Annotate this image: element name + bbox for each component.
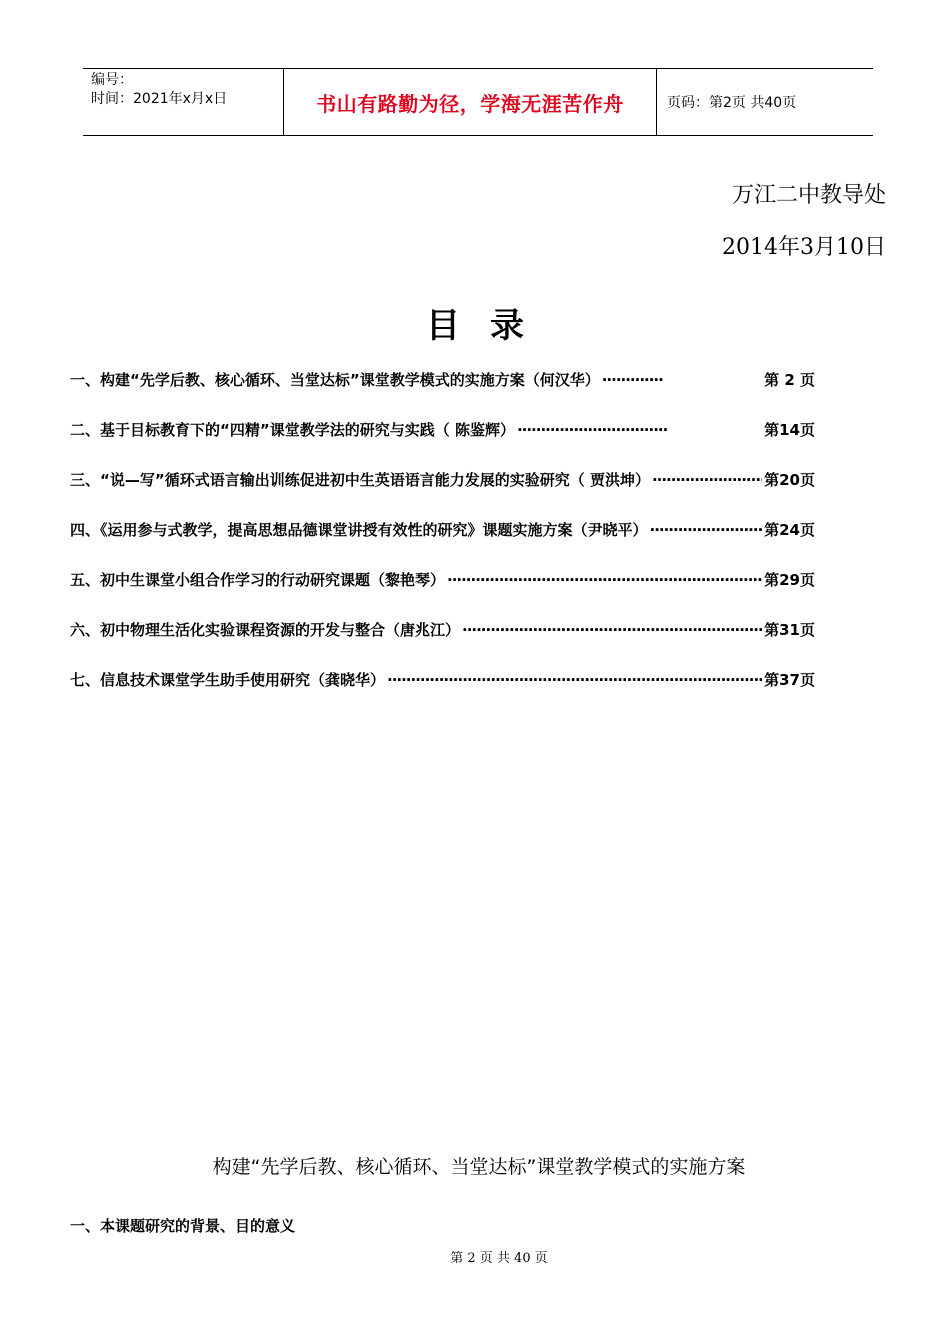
toc-entry[interactable] (70, 669, 815, 719)
toc-entry-text: 三、“说—写”循环式语言输出训练促进初中生英语语言能力发展的实验研究（ 贾洪坤） (70, 471, 650, 489)
toc-entry-text: 五、初中生课堂小组合作学习的行动研究课题（黎艳琴） (70, 571, 446, 589)
document-date: 2014年3月10日 (722, 235, 886, 260)
toc-entry-page: 第31页 (764, 621, 815, 639)
toc-entry-text: 二、基于目标教育下的“四精”课堂教学法的研究与实践（ 陈鉴辉） (70, 421, 515, 439)
toc-entry[interactable] (70, 419, 815, 469)
section-title: 构建“先学后教、核心循环、当堂达标”课堂教学模式的实施方案 (212, 1156, 746, 1178)
toc-entry[interactable] (70, 569, 815, 619)
section-subheading: 一、本课题研究的背景、目的意义 (70, 1217, 296, 1235)
header-code: 编号： (91, 72, 133, 88)
toc-leader (602, 371, 664, 389)
toc-entry-page: 第29页 (764, 571, 815, 589)
toc-entry[interactable] (70, 369, 815, 419)
toc-entry-text: 七、信息技术课堂学生助手使用研究（龚晓华） (70, 671, 386, 689)
toc-leader (650, 521, 763, 539)
toc-leader (462, 621, 762, 639)
header-motto: 书山有路勤为径，学海无涯苦作舟 (284, 69, 657, 135)
toc-entry[interactable] (70, 519, 815, 569)
toc-entry-page: 第20页 (764, 471, 815, 489)
toc-entry-text: 四、《运用参与式教学，提高思想品德课堂讲授有效性的研究》课题实施方案（尹晓平） (70, 521, 648, 539)
toc-leader (517, 421, 667, 439)
toc-leader (387, 671, 762, 689)
toc-entry-text: 六、初中物理生活化实验课程资源的开发与整合（唐兆江） (70, 621, 461, 639)
toc-title: 目录 (426, 306, 554, 346)
toc-entry-page: 第 2 页 (764, 371, 815, 389)
toc-entry-page: 第37页 (764, 671, 815, 689)
page-footer: 第 2 页 共 40 页 (450, 1251, 548, 1266)
toc-entry-text: 一、构建“先学后教、核心循环、当堂达标”课堂教学模式的实施方案（何汉华） (70, 371, 600, 389)
header-page-info: 页码：第2页 共40页 (667, 95, 797, 111)
toc-entry[interactable] (70, 619, 815, 669)
organization: 万江二中教导处 (731, 183, 886, 208)
table-of-contents (70, 369, 815, 719)
page-header (83, 68, 873, 136)
header-meta (83, 69, 284, 135)
toc-entry-page: 第14页 (764, 421, 815, 439)
header-time: 时间：2021年x月x日 (91, 91, 228, 107)
toc-entry-page: 第24页 (764, 521, 815, 539)
toc-entry[interactable] (70, 469, 815, 519)
toc-leader (652, 471, 762, 489)
toc-leader (447, 571, 762, 589)
